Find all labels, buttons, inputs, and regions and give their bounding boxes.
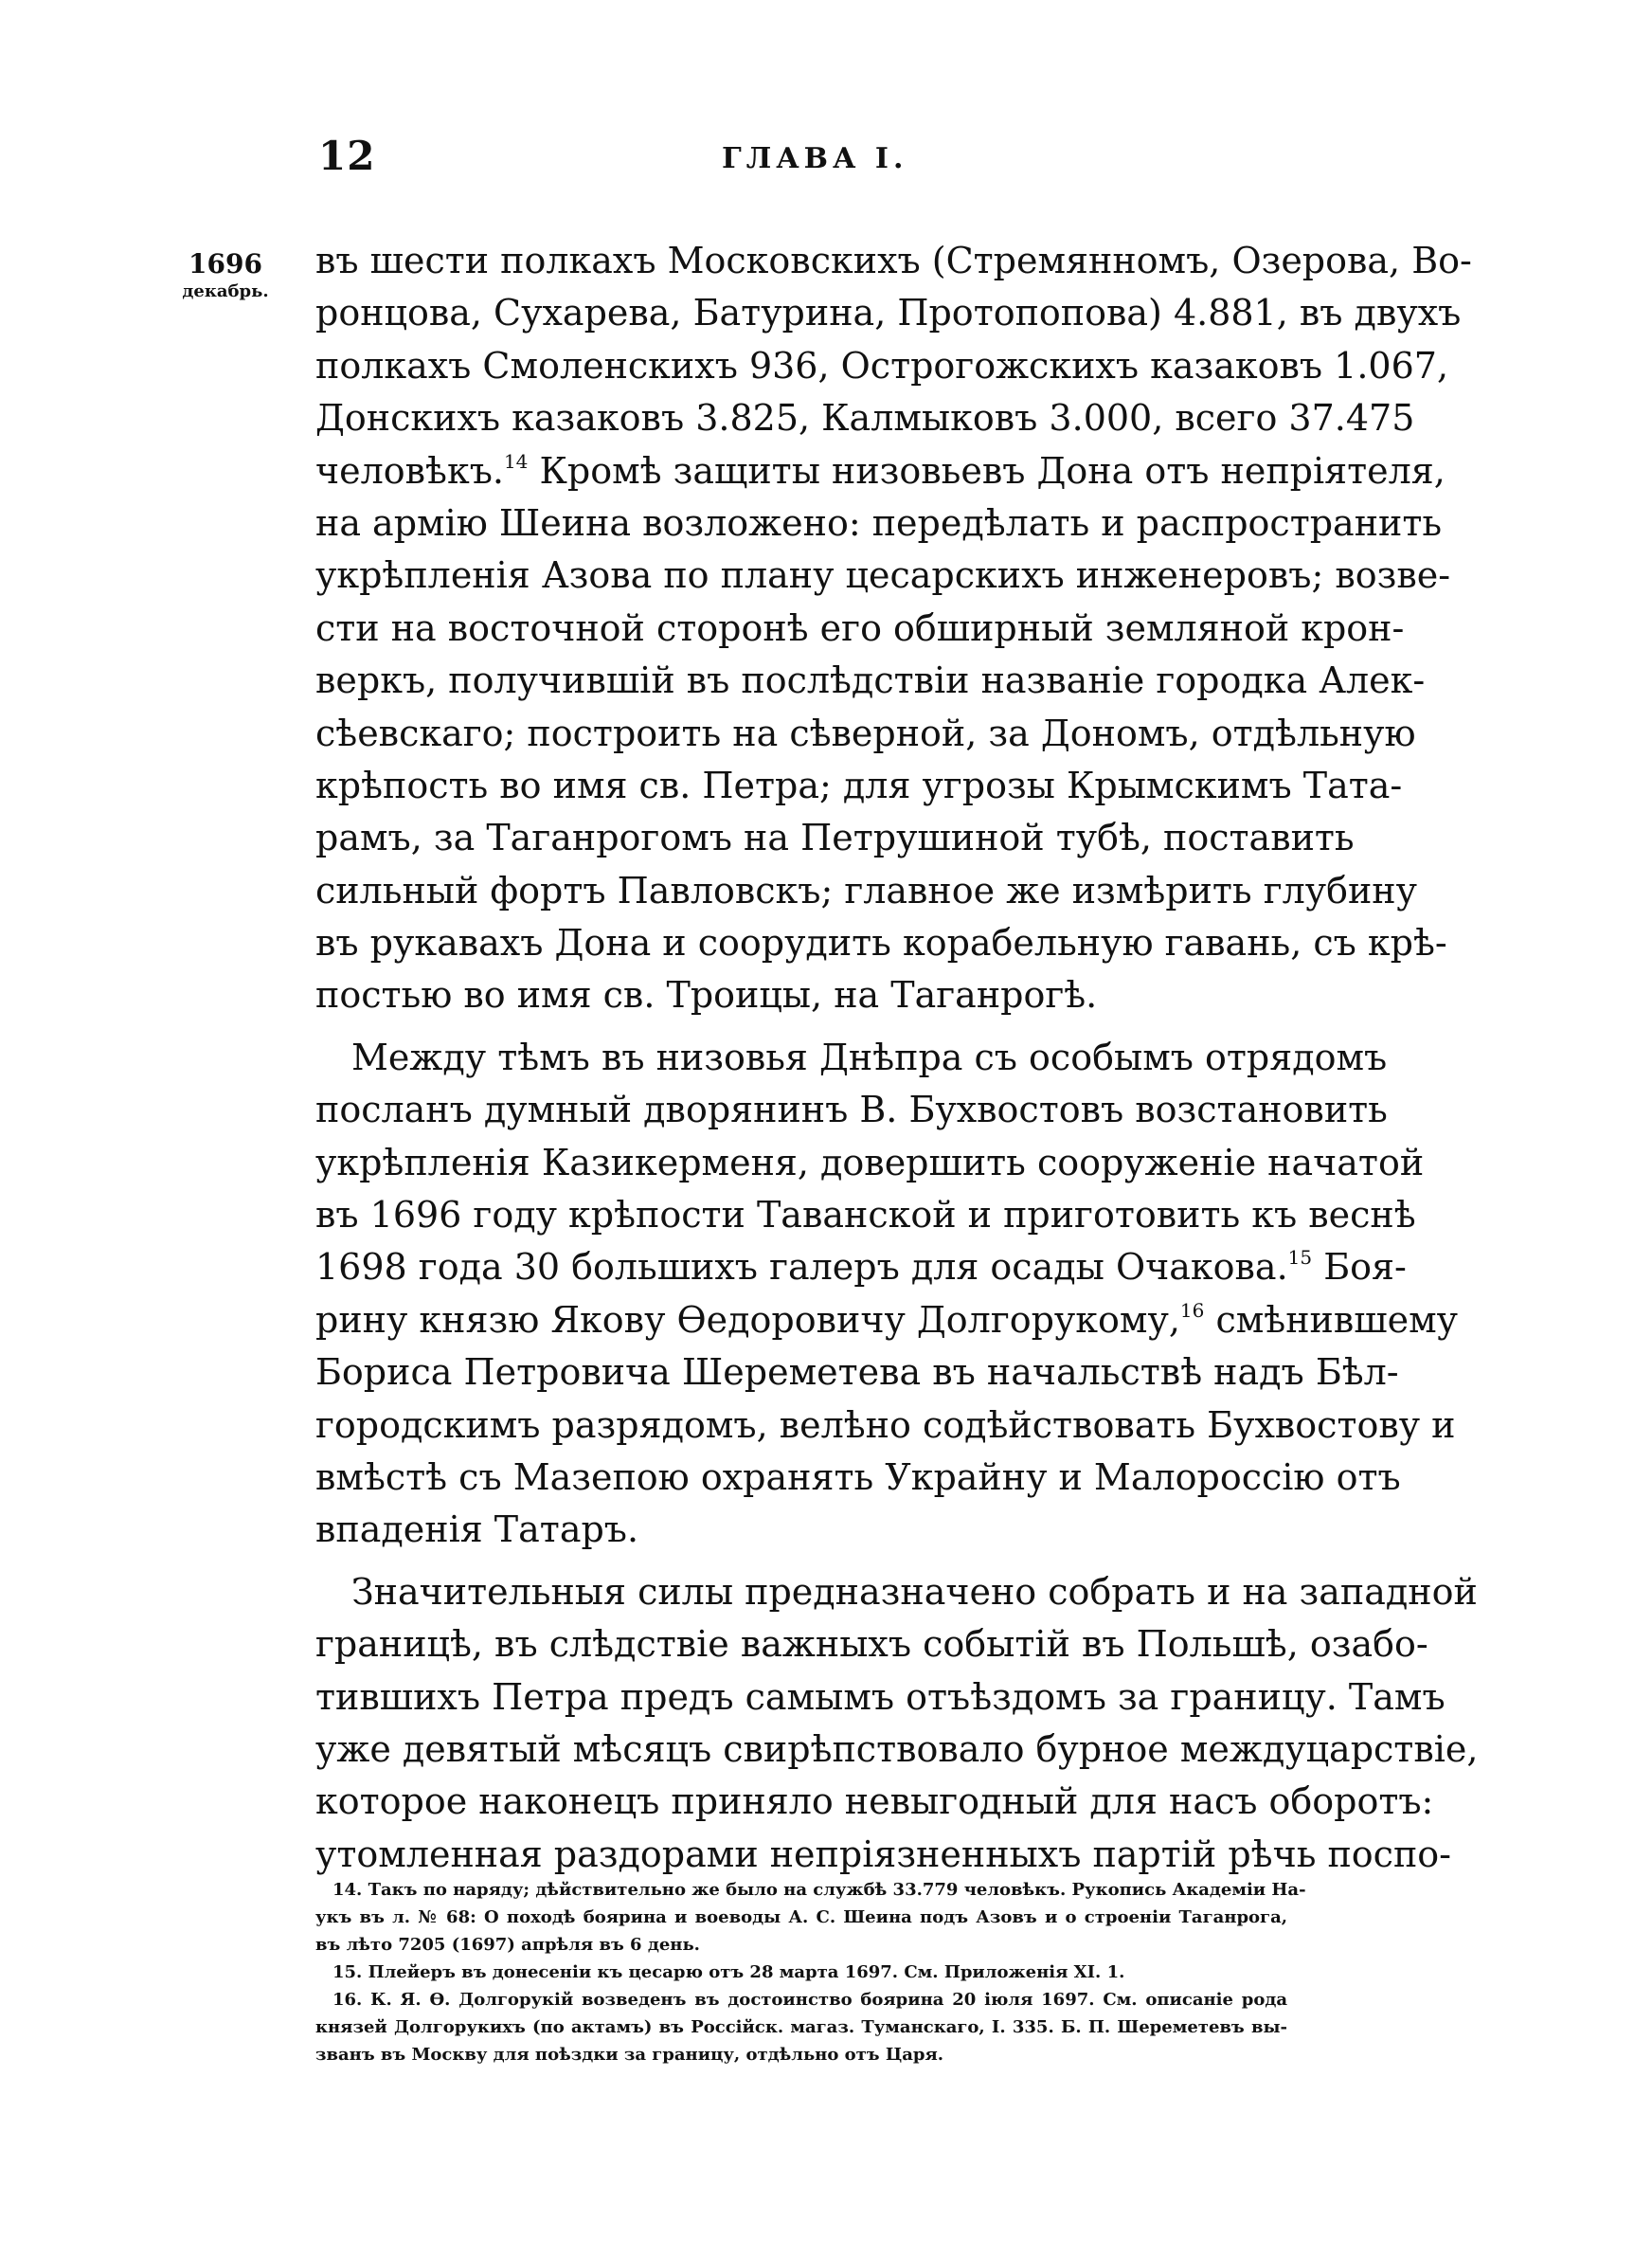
body-text: [315, 235, 1479, 1881]
footnotes: [315, 1876, 1306, 2068]
text-line: Между тѣмъ въ низовья Днѣпра съ особымъ отрядомъ: [351, 1036, 1388, 1078]
text-line: сти на восточной сторонѣ его обширный земляной крон-: [315, 606, 1405, 649]
text-line: [315, 445, 1446, 497]
page-number: 12: [318, 133, 376, 179]
margin-year: 1696: [189, 248, 262, 280]
text-segment: Кромѣ защиты низовьевъ Дона отъ непріятеля,: [528, 449, 1446, 492]
text-line: въ рукавахъ Дона и соорудить корабельную гавань, съ крѣ-: [315, 922, 1447, 965]
footnote-line: званъ въ Москву для поѣздки за границу, отдѣльно отъ Царя.: [315, 2045, 944, 2065]
paragraph: [315, 1032, 1458, 1557]
text-line: границѣ, въ слѣдствіе важныхъ событій въ Польшѣ, озабо-: [315, 1623, 1428, 1666]
text-line: сильный фортъ Павловскъ; главное же измѣрить глубину: [315, 869, 1417, 912]
text-line: укрѣпленія Казикерменя, довершить сооруженіе начатой: [315, 1141, 1425, 1183]
paragraph: [315, 235, 1472, 1022]
paragraph: [315, 1566, 1479, 1881]
text-line: въ шести полкахъ Московскихъ (Стремянномъ, Озерова, Во-: [315, 240, 1472, 281]
text-line: ронцова, Сухарева, Батурина, Протопопова) 4.881, въ двухъ: [315, 292, 1462, 334]
text-line: уже девятый мѣсяцъ свирѣпствовало бурное междуцарствіе,: [315, 1727, 1479, 1770]
text-line: сѣевскаго; построить на сѣверной, за Дономъ, отдѣльную: [315, 712, 1416, 754]
text-line: Донскихъ казаковъ 3.825, Калмыковъ 3.000, всего 37.475: [315, 397, 1415, 440]
text-line: на армію Шеина возложено: передѣлать и распространить: [315, 501, 1443, 544]
footnote-line: 15. Плейеръ въ донесеніи къ цесарю отъ 28 марта 1697. См. Приложенія XI. 1.: [332, 1962, 1125, 1982]
text-segment: человѣкъ.: [315, 449, 504, 492]
text-segment: смѣнившему: [1204, 1298, 1458, 1341]
footnote-ref: 15: [1287, 1246, 1313, 1270]
text-line: вмѣстѣ съ Мазепою охранять Украйну и Малороссію отъ: [315, 1455, 1401, 1498]
text-line: утомленная раздорами непріязненныхъ партій рѣчь поспо-: [315, 1833, 1452, 1875]
page-header: [0, 133, 1652, 218]
text-line: посланъ думный дворянинъ В. Бухвостовъ возстановить: [315, 1089, 1388, 1131]
text-line: постью во имя св. Троицы, на Таганрогѣ.: [315, 974, 1098, 1017]
text-line: [315, 1241, 1407, 1293]
text-line: въ 1696 году крѣпости Таванской и приготовить къ веснѣ: [315, 1194, 1416, 1237]
text-line: полкахъ Смоленскихъ 936, Острогожскихъ казаковъ 1.067,: [315, 344, 1449, 387]
text-line: Значительныя силы предназначено собрать и на западной: [351, 1570, 1478, 1613]
footnote-ref: 16: [1179, 1298, 1205, 1322]
text-line: Бориса Петровича Шереметева въ начальствѣ надъ Бѣл-: [315, 1351, 1399, 1394]
footnote-line: князей Долгорукихъ (по актамъ) въ Россійск. магаз. Туманскаго, I. 335. Б. П. Шереметевъ вы-: [315, 2017, 1287, 2037]
text-segment: рину князю Якову Ѳедоровичу Долгорукому,: [315, 1298, 1180, 1341]
text-segment: 1698 года 30 большихъ галеръ для осады Очакова.: [315, 1246, 1288, 1289]
margin-month: декабрь.: [182, 281, 269, 301]
text-line: впаденія Татаръ.: [315, 1508, 639, 1551]
text-line: веркъ, получившій въ послѣдствіи названіе городка Алек-: [315, 659, 1426, 702]
footnote-line: 16. К. Я. Ѳ. Долгорукій возведенъ въ достоинство боярина 20 іюля 1697. См. описаніе рода: [332, 1990, 1287, 2010]
text-segment: Боя-: [1312, 1246, 1407, 1289]
footnote-line: укъ въ л. № 68: О походѣ боярина и воеводы А. С. Шеина подъ Азовъ и о строеніи Таганрога,: [315, 1907, 1287, 1927]
footnote-ref: 14: [503, 449, 529, 473]
footnote-line: 14. Такъ по наряду; дѣйствительно же было на службѣ 33.779 человѣкъ. Рукопись Академіи На-: [332, 1880, 1306, 1900]
text-line: [315, 1294, 1458, 1346]
text-line: городскимъ разрядомъ, велѣно содѣйствовать Бухвостову и: [315, 1403, 1456, 1446]
text-line: тившихъ Петра предъ самымъ отъѣздомъ за границу. Тамъ: [315, 1675, 1446, 1718]
text-line: которое наконецъ приняло невыгодный для насъ оборотъ:: [315, 1780, 1434, 1823]
text-line: крѣпость во имя св. Петра; для угрозы Крымскимъ Тата-: [315, 764, 1403, 806]
text-line: рамъ, за Таганрогомъ на Петрушиной тубѣ, поставить: [315, 817, 1355, 859]
running-title: ГЛАВА I.: [722, 142, 908, 175]
margin-date-note: [159, 248, 292, 301]
footnote-line: въ лѣто 7205 (1697) апрѣля въ 6 день.: [315, 1935, 700, 1955]
text-line: укрѣпленія Азова по плану цесарскихъ инженеровъ; возве-: [315, 554, 1451, 597]
